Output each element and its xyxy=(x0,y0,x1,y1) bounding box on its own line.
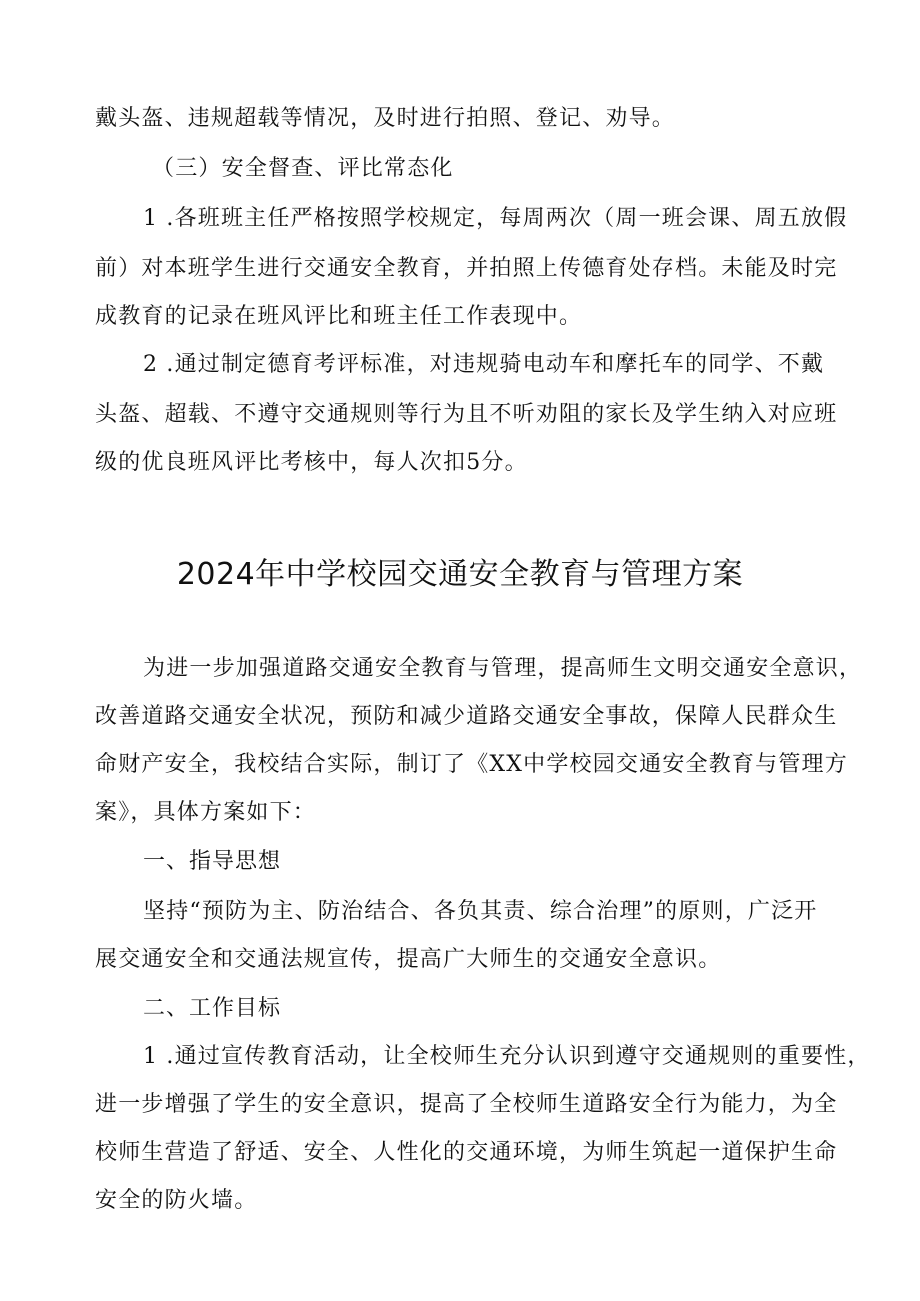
paragraph-line: 坚持“预防为主、防治结合、各负其责、综合治理”的原则，广泛开 xyxy=(143,899,818,924)
paragraph-line: 成教育的记录在班风评比和班主任工作表现中。 xyxy=(95,304,583,329)
section-heading-work-goals: 二、工作目标 xyxy=(143,996,282,1021)
paragraph-line: 展交通安全和交通法规宣传，提高广大师生的交通安全意识。 xyxy=(95,947,722,972)
paragraph-line: 安全的防火墙。 xyxy=(95,1188,258,1213)
paragraph-line: 校师生营造了舒适、安全、人性化的交通环境，为师生筑起一道保护生命 xyxy=(95,1140,838,1165)
paragraph-line: 前）对本班学生进行交通安全教育，并拍照上传德育处存档。未能及时完 xyxy=(95,256,838,281)
paragraph-line: 戴头盔、违规超载等情况，及时进行拍照、登记、劝导。 xyxy=(95,106,676,131)
section-heading-guiding-ideology: 一、指导思想 xyxy=(143,849,282,874)
paragraph-line: 进一步增强了学生的安全意识，提高了全校师生道路安全行为能力，为全 xyxy=(95,1092,838,1117)
subheading-inspection: （三）安全督查、评比常态化 xyxy=(152,156,454,181)
paragraph-line: 为进一步加强道路交通安全教育与管理，提高师生文明交通安全意识， xyxy=(143,656,863,681)
paragraph-line: 头盔、超载、不遵守交通规则等行为且不听劝阻的家长及学生纳入对应班 xyxy=(95,402,838,427)
paragraph-line: 级的优良班风评比考核中，每人次扣5分。 xyxy=(95,450,528,475)
document-title: 2024年中学校园交通安全教育与管理方案 xyxy=(176,557,744,592)
paragraph-line: 1 .通过宣传教育活动，让全校师生充分认识到遵守交通规则的重要性， xyxy=(143,1044,871,1069)
paragraph-line: 1 .各班班主任严格按照学校规定，每周两次（周一班会课、周五放假 xyxy=(143,206,848,231)
paragraph-line: 案》，具体方案如下： xyxy=(95,800,317,825)
paragraph-line: 命财产安全，我校结合实际，制订了《XX中学校园交通安全教育与管理方 xyxy=(95,752,848,777)
paragraph-line: 2 .通过制定德育考评标准，对违规骑电动车和摩托车的同学、不戴 xyxy=(143,352,825,377)
paragraph-line: 改善道路交通安全状况，预防和减少道路交通安全事故，保障人民群众生 xyxy=(95,704,838,729)
